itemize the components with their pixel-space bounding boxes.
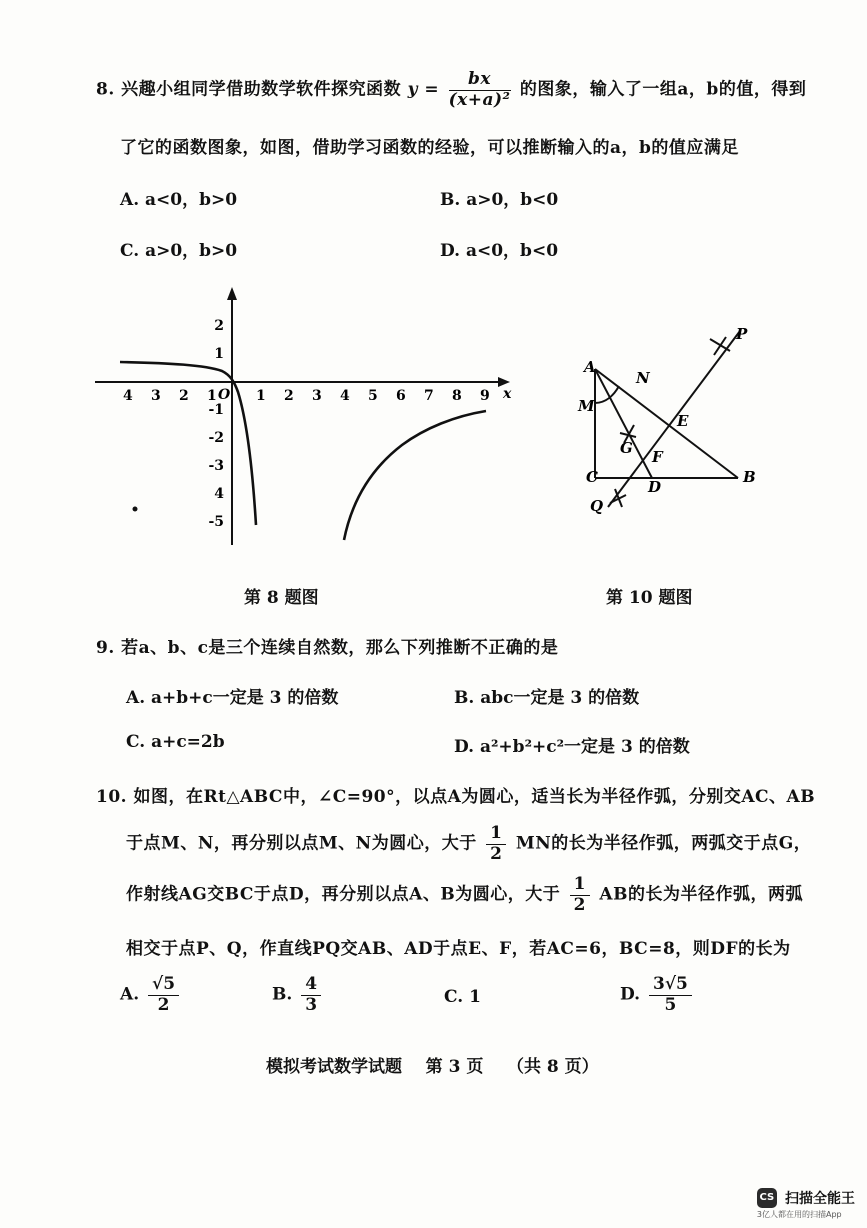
- q9-option-b: B. abc一定是 3 的倍数: [454, 688, 640, 708]
- camscanner-logo-icon: CS: [757, 1188, 777, 1208]
- q10-line3: [126, 875, 803, 915]
- q10-line3-frac-den: 2: [573, 894, 586, 915]
- q10-line2: [126, 824, 811, 864]
- q10-option-b: [272, 975, 324, 1015]
- x-tick-4: 4: [340, 388, 350, 404]
- q10-option-a-den: 2: [157, 994, 170, 1015]
- y-tick-neg-3: -3: [208, 458, 224, 474]
- label-b: B: [743, 468, 756, 486]
- x-tick-1: 1: [256, 388, 266, 404]
- x-tick-neg-4: 4: [123, 388, 133, 404]
- y-tick-neg-4: 4: [214, 486, 224, 502]
- x-tick-9: 9: [480, 388, 490, 404]
- x-tick-neg-3: 3: [151, 388, 161, 404]
- q8-text-after: 的图象，输入了一组a，b的值，得到: [519, 79, 807, 100]
- y-tick-neg-2: -2: [208, 430, 224, 446]
- q10-option-b-den: 3: [305, 994, 318, 1015]
- q9-stem: [96, 633, 558, 658]
- label-q: Q: [590, 497, 604, 515]
- label-p: P: [736, 325, 748, 343]
- curve-right-branch: [344, 411, 486, 540]
- q10-number: 10.: [96, 787, 128, 807]
- q9-number: 9.: [96, 638, 115, 658]
- q10-option-a-fraction: [148, 975, 179, 1015]
- q10-option-a-label: A.: [120, 984, 140, 1005]
- figure8-caption: 第 8 题图: [244, 588, 319, 608]
- x-tick-6: 6: [396, 388, 406, 404]
- q10-option-b-label: B.: [272, 984, 293, 1005]
- q10-line2-before: 于点M、N，再分别以点M、N为圆心，大于: [126, 833, 477, 854]
- q10-line1: [96, 782, 815, 807]
- q10-option-d-num: 3√5: [649, 975, 692, 996]
- q10-option-d-fraction: [649, 975, 692, 1015]
- q10-line3-before: 作射线AG交BC于点D，再分别以点A、B为圆心，大于: [126, 884, 561, 905]
- q10-option-d: [620, 975, 695, 1015]
- label-d: D: [648, 478, 662, 496]
- x-axis-label: x: [503, 386, 512, 402]
- y-tick-2: 2: [214, 318, 224, 334]
- q8-number: 8.: [96, 79, 115, 100]
- q9-option-a: A. a+b+c一定是 3 的倍数: [126, 688, 339, 708]
- q10-option-a-num: √5: [148, 975, 179, 996]
- q8-option-b: B. a>0，b<0: [440, 190, 559, 210]
- label-e: E: [677, 412, 689, 430]
- q10-line2-frac-den: 2: [490, 843, 503, 864]
- x-tick-3: 3: [312, 388, 322, 404]
- watermark-name: 扫描全能王: [785, 1191, 855, 1207]
- line-pq: [608, 331, 740, 507]
- q10-line3-fraction: [570, 875, 590, 915]
- figure10-geometry: [560, 315, 820, 525]
- page-footer: 模拟考试数学试题 第 3 页 （共 8 页）: [266, 1057, 599, 1077]
- label-m: M: [578, 397, 595, 415]
- label-c: C: [586, 468, 598, 486]
- x-tick-neg-1: 1: [207, 388, 217, 404]
- q10-line4: 相交于点P、Q，作直线PQ交AB、AD于点E、F，若AC=6，BC=8，则DF的长为: [126, 939, 791, 959]
- x-tick-neg-2: 2: [179, 388, 189, 404]
- y-tick-neg-5: -5: [208, 514, 224, 530]
- q10-option-a: [120, 975, 182, 1015]
- q10-option-d-label: D.: [620, 984, 641, 1005]
- x-tick-8: 8: [452, 388, 462, 404]
- figure10-caption: 第 10 题图: [606, 588, 693, 608]
- q9-option-d: D. a²+b²+c²一定是 3 的倍数: [454, 737, 690, 757]
- q10-line2-frac-num: 1: [486, 824, 506, 845]
- x-tick-7: 7: [424, 388, 434, 404]
- q10-line3-after: AB的长为半径作弧，两弧: [599, 884, 803, 905]
- q10-option-d-den: 5: [664, 994, 677, 1015]
- q8-text-before: 兴趣小组同学借助数学软件探究函数: [121, 79, 402, 100]
- q9-text: 若a、b、c是三个连续自然数，那么下列推断不正确的是: [121, 638, 559, 658]
- q10-line3-frac-num: 1: [570, 875, 590, 896]
- q9-option-c: C. a+c=2b: [126, 732, 225, 752]
- watermark-subtitle: 3亿人都在用的扫描App: [756, 1210, 842, 1219]
- label-a: A: [584, 358, 596, 376]
- stray-dot: [133, 507, 138, 512]
- label-g: G: [620, 439, 633, 457]
- x-tick-2: 2: [284, 388, 294, 404]
- q8-line2: 了它的函数图象，如图，借助学习函数的经验，可以推断输入的a，b的值应满足: [120, 138, 739, 158]
- scanner-watermark: [757, 1188, 855, 1221]
- x-tick-5: 5: [368, 388, 378, 404]
- curve-left-branch: [120, 362, 256, 525]
- arc-cross-p: [710, 337, 730, 355]
- label-f: F: [652, 448, 663, 466]
- q8-option-d: D. a<0，b<0: [440, 241, 559, 261]
- label-n: N: [636, 369, 650, 387]
- origin-label: O: [218, 387, 231, 403]
- q8-option-a: A. a<0，b>0: [120, 190, 238, 210]
- y-tick-1: 1: [214, 346, 224, 362]
- arc-mn: [595, 386, 619, 403]
- q10-line2-fraction: [486, 824, 506, 864]
- q10-option-b-fraction: [301, 975, 321, 1015]
- q8-formula-lhs: y =: [407, 79, 440, 100]
- q10-line1-text: 如图，在Rt△ABC中，∠C=90°，以点A为圆心，适当长为半径作弧，分别交AC、AB: [133, 787, 816, 807]
- side-ab: [595, 369, 738, 478]
- q10-option-c: C. 1: [444, 987, 481, 1007]
- y-tick-neg-1: -1: [208, 402, 224, 418]
- arc-cross-q: [610, 489, 626, 507]
- q10-option-b-num: 4: [301, 975, 321, 996]
- q8-option-c: C. a>0，b>0: [120, 241, 238, 261]
- q8-formula-denominator: (x+a)²: [448, 89, 511, 110]
- q10-line2-after: MN的长为半径作弧，两弧交于点G，: [515, 833, 812, 854]
- y-axis-arrow: [227, 287, 237, 300]
- q8-formula-numerator: bx: [449, 70, 511, 91]
